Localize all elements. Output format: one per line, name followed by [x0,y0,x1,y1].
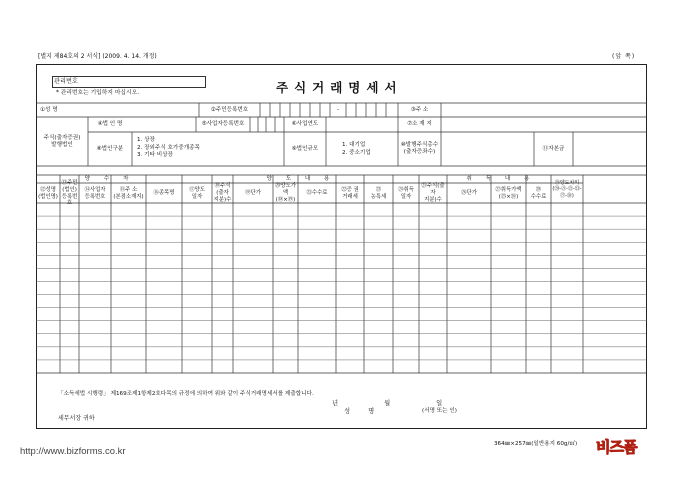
column-header: ㉖단가 [461,190,477,197]
corp-size-option: 2. 중소기업 [342,150,371,157]
corp-type-option: 1. 상장 [137,137,155,143]
table-row[interactable] [36,229,647,242]
column-header: ㉒증 권 거래세 [341,186,359,200]
footer-signer-note: (서명 또는 인) [422,408,457,414]
column-header: ㉘ 수수료 [530,186,547,200]
table-row[interactable] [36,360,647,373]
issuer-group-label: 주식(출자증권) 발행법인 [43,134,81,148]
resident-number-dash: - [336,106,340,113]
table-row[interactable] [36,347,647,360]
table-row[interactable] [36,334,647,347]
column-header: ⑰양도 일자 [189,186,205,200]
column-header: ⑱주식(출자 지분)수 [213,183,232,203]
group-acquire: 취 득 내 용 [466,175,536,182]
footer-law-text: 「소득세법 시행령」 제169조제1항제2호다목의 규정에 의하여 위와 같이 주식거래명세서를 제출합니다. [58,391,314,397]
column-header: ㉔취득 일자 [398,186,414,200]
column-header: ㉗취득가액 (㉕×㉖) [495,186,522,200]
corp-type-options [137,137,200,160]
name-label: ①성 명 [40,106,58,113]
column-header: ⑯종목명 [153,190,175,197]
page-side-label: (앞 쪽) [612,53,636,60]
table-row[interactable] [36,268,647,281]
table-row[interactable] [36,242,647,255]
corp-type-option: 3. 기타 비상장 [137,152,173,159]
biz-number-label: ⑤사업자등록번호 [201,121,245,127]
paper-size: 364㎜×257㎜(일반용지 60g/㎡) [494,441,578,447]
capital-label: ⑪자본금 [542,145,565,152]
column-header: ⑲단가 [245,190,261,197]
resident-number-label: ②주민등록번호 [210,106,249,113]
column-header: ⑫성명 (법인명) [38,186,58,200]
column-header: ⑭사업자 등록번호 [84,186,106,200]
management-number-label: 관리번호 [54,78,78,85]
footer-signer: 성 명 [344,408,383,415]
corp-size-option: 1. 대기업 [342,142,366,148]
table-row[interactable] [36,295,647,308]
table-row[interactable] [36,216,647,229]
form-number: [별지 제84호의 2 서식] (2009. 4. 14. 개정) [38,53,157,60]
footer-recipient: 세무서장 귀하 [58,415,95,422]
column-header: ㉕주식(출자 지분)수 [421,183,445,203]
management-number-note: * 관리번호는 기입하지 마십시오. [56,90,140,96]
form-title: 주식거래명세서 [276,80,403,95]
address-label: ③주 소 [410,106,429,113]
group-transferee: 양 수 자 [84,175,135,182]
table-row[interactable] [36,255,647,268]
location-label: ⑦소 재 지 [407,121,432,127]
fiscal-year-label: ⑥사업연도 [291,121,319,127]
corp-size-options [342,141,371,157]
corp-type-label: ⑧법인구분 [96,145,124,152]
column-header: ⑬주민(법인) 등록번호 [61,180,78,207]
table-row[interactable] [36,321,647,334]
column-header: ㉓ 농특세 [370,186,387,200]
table-row[interactable] [36,308,647,321]
corp-size-label: ⑨법인규모 [291,145,319,152]
bizforms-logo: 비즈폼 [596,438,637,456]
corp-type-option: 2. 장외주식 호가중개종목 [137,144,200,151]
column-header: ⑳양도가액 (⑱×⑲) [274,183,296,203]
site-url[interactable]: http://www.bizforms.co.kr [20,446,126,457]
footer-date: 년 월 일 [332,400,465,407]
table-row[interactable] [36,281,647,294]
table-row[interactable] [36,203,647,216]
corp-name-label: ④법 인 명 [97,121,123,127]
issued-shares-label: ⑩발행주식총수 (출자증좌수) [400,142,439,155]
column-header: ㉑수수료 [306,190,328,197]
group-transfer: 양 도 내 용 [266,175,336,182]
column-header: ㉙양도차익 (⑳-㉑-㉒-㉓-㉗-㉘) [552,180,582,199]
column-header: ⑮주 소 (본점소재지) [113,186,144,200]
